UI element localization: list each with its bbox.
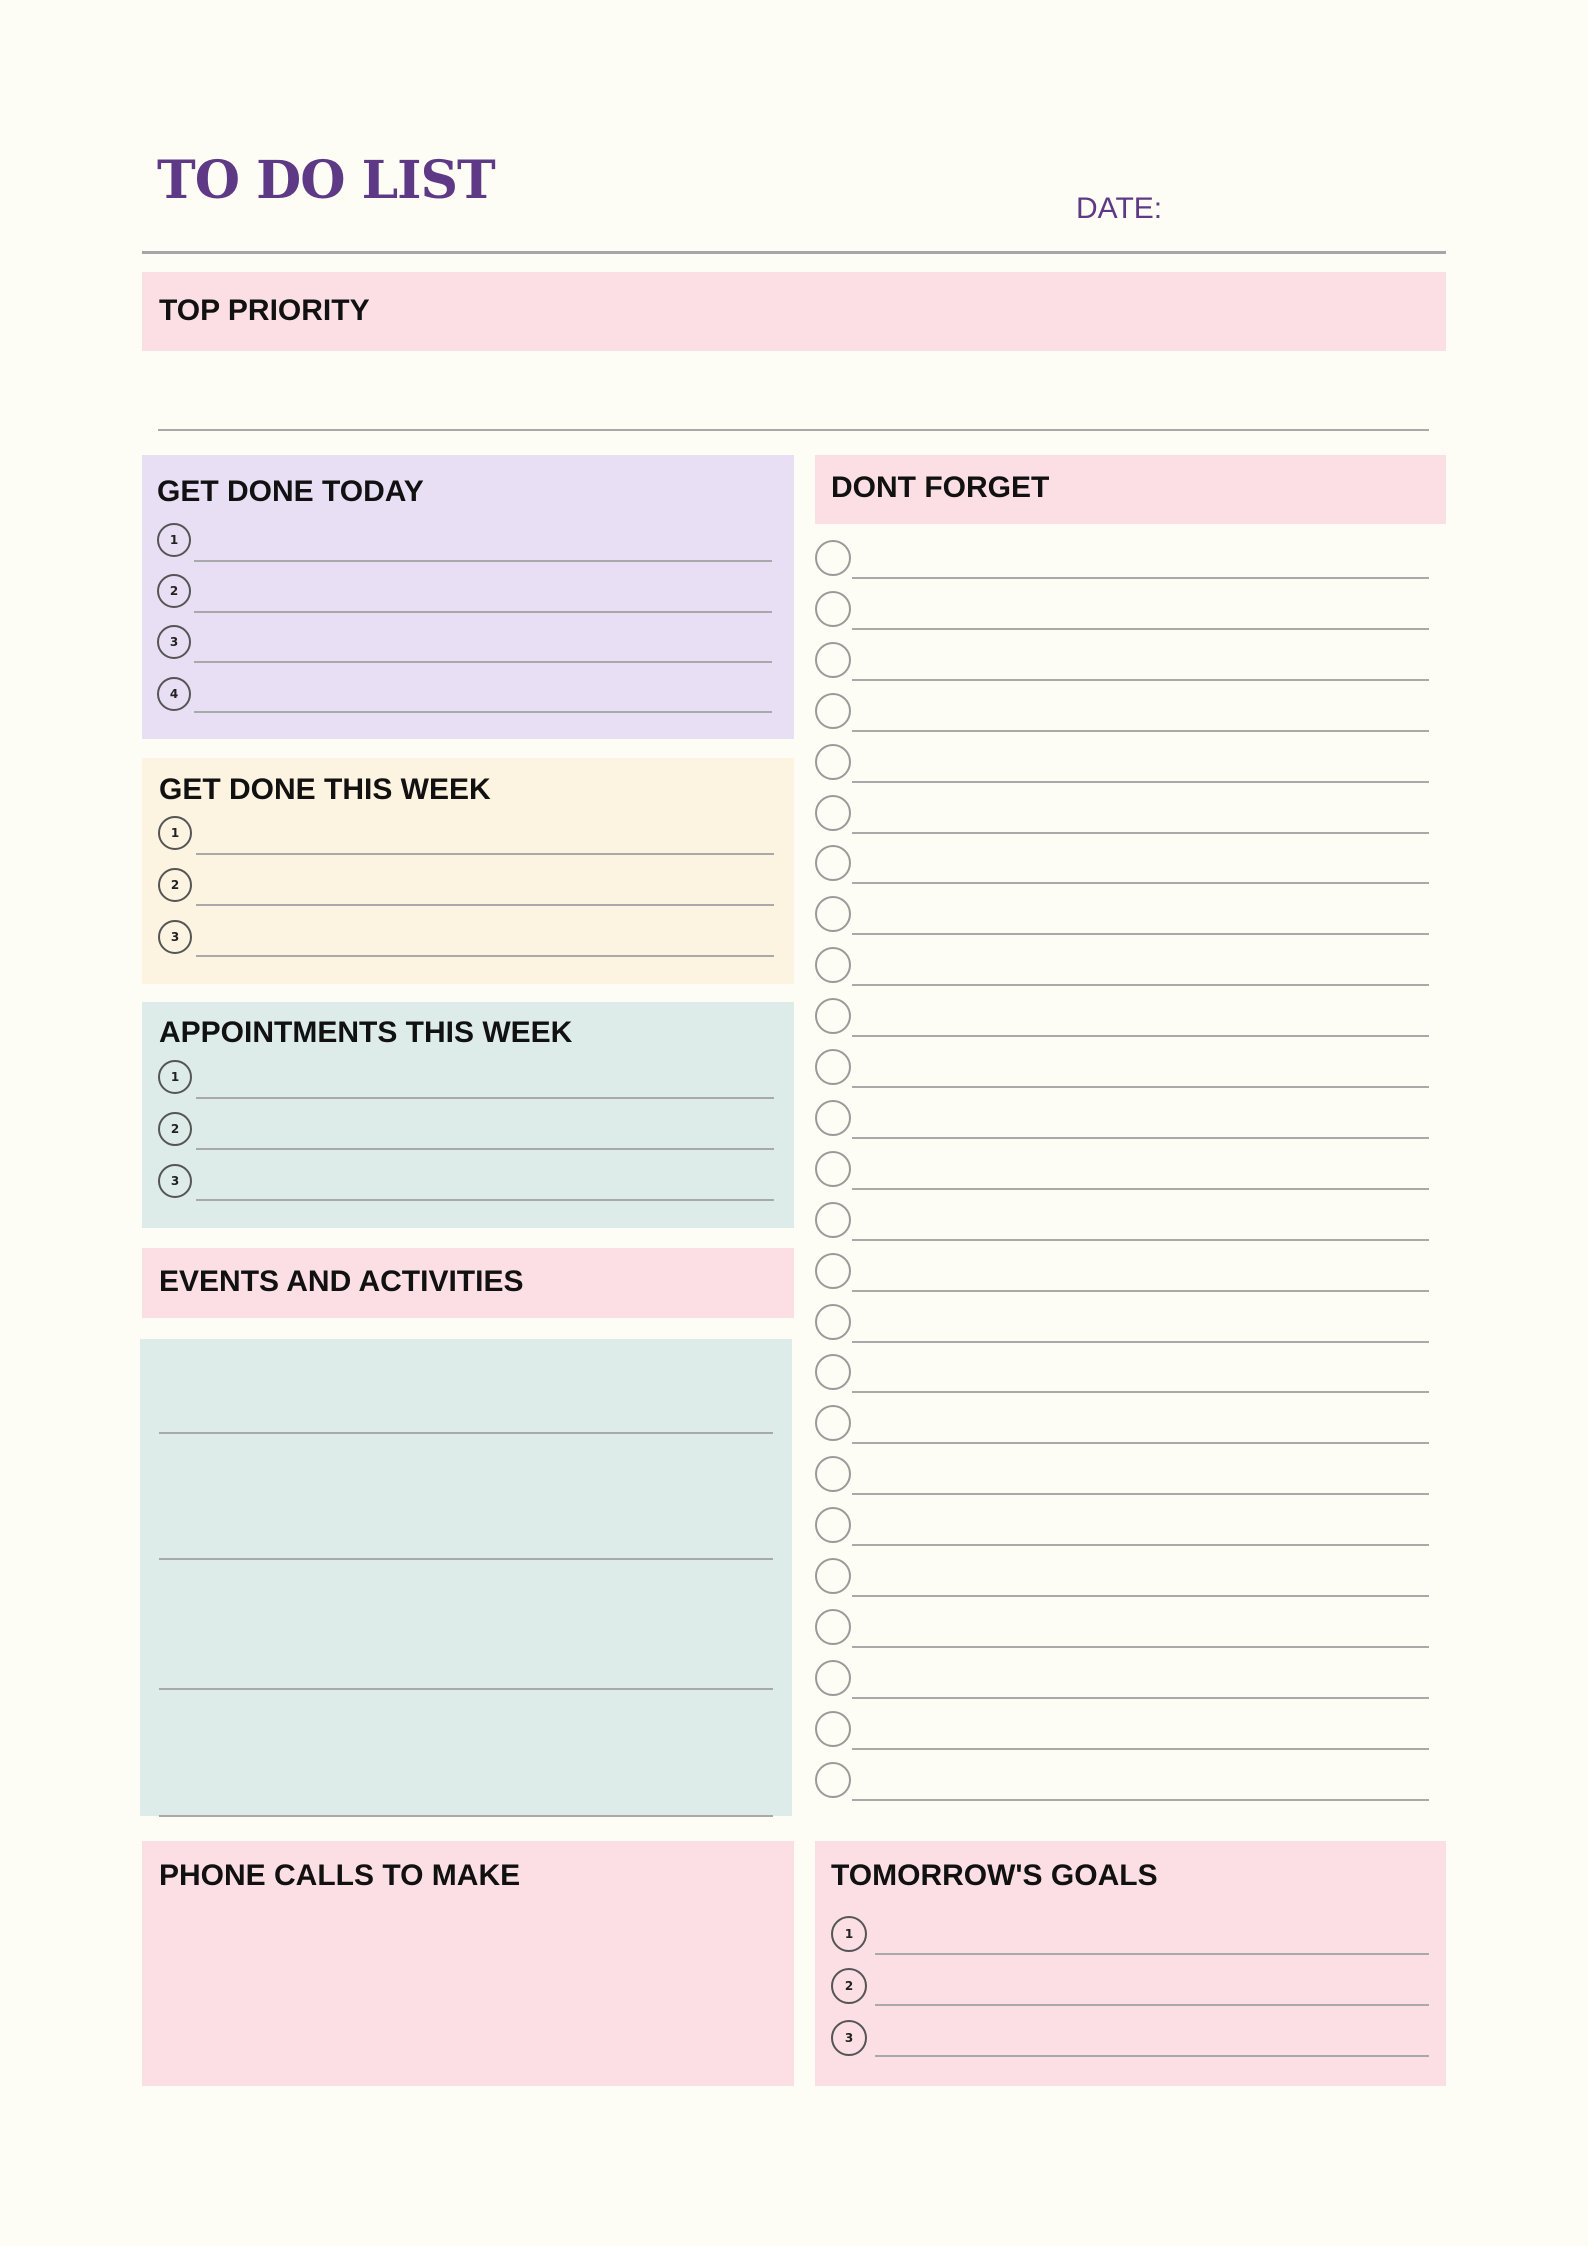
todo-line[interactable] xyxy=(196,1097,774,1099)
dont-forget-line[interactable] xyxy=(852,1748,1429,1750)
dont-forget-line[interactable] xyxy=(852,1188,1429,1190)
get-done-today-section xyxy=(142,455,794,739)
dont-forget-line[interactable] xyxy=(852,1341,1429,1343)
dont-forget-line[interactable] xyxy=(852,984,1429,986)
checkbox-circle[interactable] xyxy=(815,591,851,627)
item-number: 3 xyxy=(157,625,191,659)
item-number: 2 xyxy=(157,574,191,608)
appointments-title: APPOINTMENTS THIS WEEK xyxy=(159,1016,573,1049)
checkbox-circle[interactable] xyxy=(815,1100,851,1136)
date-label: DATE: xyxy=(1076,192,1163,225)
item-number: 1 xyxy=(158,816,192,850)
get-done-this-week-section xyxy=(142,758,794,984)
get-done-today-title: GET DONE TODAY xyxy=(157,475,424,508)
item-number: 3 xyxy=(158,1164,192,1198)
checkbox-circle[interactable] xyxy=(815,1558,851,1594)
checkbox-circle[interactable] xyxy=(815,845,851,881)
dont-forget-line[interactable] xyxy=(852,577,1429,579)
dont-forget-line[interactable] xyxy=(852,1391,1429,1393)
dont-forget-line[interactable] xyxy=(852,1137,1429,1139)
checkbox-circle[interactable] xyxy=(815,1711,851,1747)
dont-forget-line[interactable] xyxy=(852,1442,1429,1444)
checkbox-circle[interactable] xyxy=(815,1762,851,1798)
checkbox-circle[interactable] xyxy=(815,1405,851,1441)
dont-forget-line[interactable] xyxy=(852,832,1429,834)
events-title: EVENTS AND ACTIVITIES xyxy=(159,1265,524,1298)
top-priority-line[interactable] xyxy=(158,429,1429,431)
top-priority-header xyxy=(142,272,1446,351)
dont-forget-line[interactable] xyxy=(852,1697,1429,1699)
checkbox-circle[interactable] xyxy=(815,1151,851,1187)
events-line[interactable] xyxy=(159,1432,773,1434)
todo-line[interactable] xyxy=(196,1148,774,1150)
checkbox-circle[interactable] xyxy=(815,1507,851,1543)
item-number: 1 xyxy=(157,523,191,557)
tomorrows-goals-title: TOMORROW'S GOALS xyxy=(831,1859,1158,1892)
checkbox-circle[interactable] xyxy=(815,1304,851,1340)
checkbox-circle[interactable] xyxy=(815,642,851,678)
todo-line[interactable] xyxy=(196,955,774,957)
checkbox-circle[interactable] xyxy=(815,998,851,1034)
checkbox-circle[interactable] xyxy=(815,1253,851,1289)
checkbox-circle[interactable] xyxy=(815,795,851,831)
dont-forget-line[interactable] xyxy=(852,1239,1429,1241)
dont-forget-header xyxy=(815,455,1446,524)
tomorrows-goals-section xyxy=(815,1841,1446,2086)
checkbox-circle[interactable] xyxy=(815,947,851,983)
checkbox-circle[interactable] xyxy=(815,1456,851,1492)
checkbox-circle[interactable] xyxy=(815,1609,851,1645)
todo-line[interactable] xyxy=(194,611,772,613)
dont-forget-line[interactable] xyxy=(852,1493,1429,1495)
goal-line[interactable] xyxy=(875,2004,1429,2006)
checkbox-circle[interactable] xyxy=(815,693,851,729)
item-number: 2 xyxy=(831,1968,867,2004)
checkbox-circle[interactable] xyxy=(815,1049,851,1085)
events-line[interactable] xyxy=(159,1688,773,1690)
todo-line[interactable] xyxy=(194,560,772,562)
header-divider xyxy=(142,251,1446,254)
todo-line[interactable] xyxy=(194,661,772,663)
todo-line[interactable] xyxy=(196,904,774,906)
dont-forget-line[interactable] xyxy=(852,1544,1429,1546)
dont-forget-line[interactable] xyxy=(852,1035,1429,1037)
dont-forget-line[interactable] xyxy=(852,933,1429,935)
checkbox-circle[interactable] xyxy=(815,1202,851,1238)
phone-calls-title: PHONE CALLS TO MAKE xyxy=(159,1859,521,1892)
checkbox-circle[interactable] xyxy=(815,540,851,576)
events-line[interactable] xyxy=(159,1558,773,1560)
dont-forget-line[interactable] xyxy=(852,1646,1429,1648)
todo-line[interactable] xyxy=(196,1199,774,1201)
dont-forget-line[interactable] xyxy=(852,1595,1429,1597)
dont-forget-line[interactable] xyxy=(852,628,1429,630)
item-number: 2 xyxy=(158,868,192,902)
page-title: TO DO LIST xyxy=(157,150,495,211)
checkbox-circle[interactable] xyxy=(815,896,851,932)
dont-forget-line[interactable] xyxy=(852,730,1429,732)
item-number: 2 xyxy=(158,1112,192,1146)
dont-forget-line[interactable] xyxy=(852,679,1429,681)
item-number: 1 xyxy=(158,1060,192,1094)
checkbox-circle[interactable] xyxy=(815,744,851,780)
dont-forget-line[interactable] xyxy=(852,1799,1429,1801)
events-line[interactable] xyxy=(159,1815,773,1817)
events-header xyxy=(142,1248,794,1318)
item-number: 1 xyxy=(831,1916,867,1952)
phone-calls-section xyxy=(142,1841,794,2086)
dont-forget-title: DONT FORGET xyxy=(831,471,1050,504)
events-notes-area xyxy=(140,1339,792,1816)
appointments-section xyxy=(142,1002,794,1228)
checkbox-circle[interactable] xyxy=(815,1354,851,1390)
top-priority-title: TOP PRIORITY xyxy=(159,294,370,327)
goal-line[interactable] xyxy=(875,1953,1429,1955)
item-number: 3 xyxy=(158,920,192,954)
dont-forget-line[interactable] xyxy=(852,1086,1429,1088)
todo-line[interactable] xyxy=(196,853,774,855)
checkbox-circle[interactable] xyxy=(815,1660,851,1696)
goal-line[interactable] xyxy=(875,2055,1429,2057)
dont-forget-line[interactable] xyxy=(852,882,1429,884)
todo-line[interactable] xyxy=(194,711,772,713)
item-number: 3 xyxy=(831,2020,867,2056)
dont-forget-line[interactable] xyxy=(852,781,1429,783)
dont-forget-line[interactable] xyxy=(852,1290,1429,1292)
item-number: 4 xyxy=(157,677,191,711)
get-done-this-week-title: GET DONE THIS WEEK xyxy=(159,773,491,806)
